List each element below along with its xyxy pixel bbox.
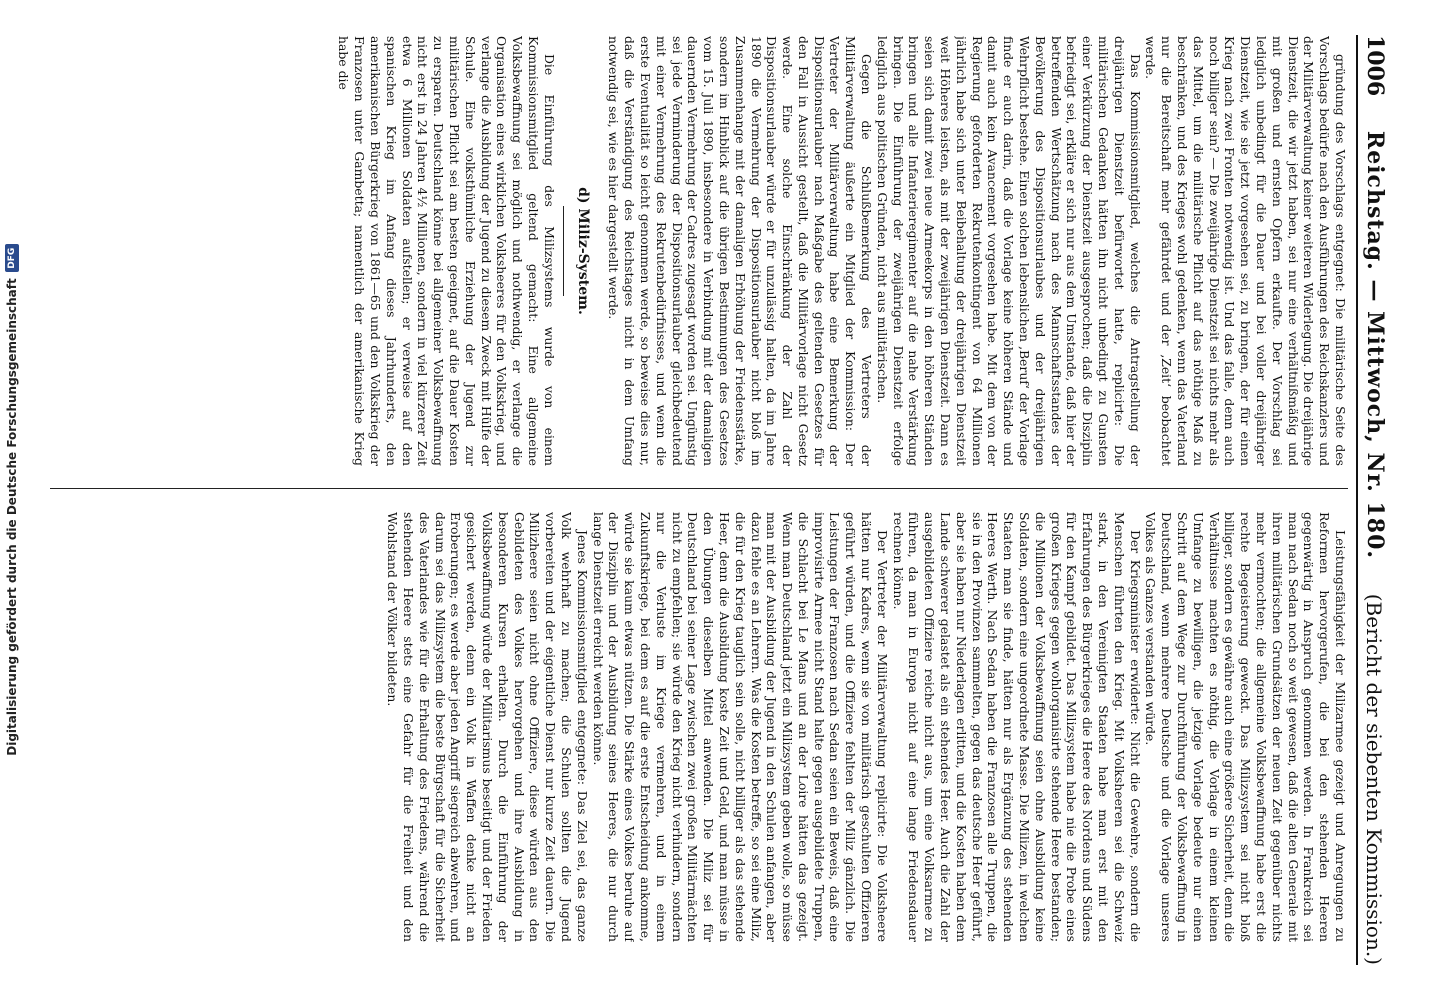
paragraph: Gegen die Schlußbemerkung des Vertreters der Militärverwaltung äußerte ein Mitglied der Kommission: Der Vertreter der Militärverwaltung habe eine Bemerkung der Dispositionsurlauber nach Maßgabe des geltenden Gesetzes für den Fall in Aussicht gestellt, daß die Militärvorlage nicht Gesetz werde. Eine solche Einschränkung der Zahl der Dispositionsurlauber würde er für unzulässig halten, da im Jahre 1890 die Vermehrung der Dispositionsurlauber nicht bloß im Zusammenhange mit der damaligen Erhöhung der Friedensstärke, sondern im Hinblick auf die übrigen Bestimmungen des Gesetzes vom 15. Juli 1890, insbesondere in Verbindung mit der damaligen dauernden Vermehrung der Cadres zugesagt worden sei. Ungünstig sei jede Verminderung der Dispositionsurlauber gleichbedeutend mit einer Vermehrung des Rekrutenbedürfnisses, und wenn die erste Eventualität so leicht genommen werde, so beweise dies nur, daß die Verständigung des Reichstages nicht in dem Umfang notwendig sei, wie es hier dargestellt werde. — [606, 36, 875, 466]
paragraph: Die Einführung des Milizsystems wurde von einem Kommissionsmitglied geltend gemacht: Eine allgemeine Volksbewaffnung sei möglich und nothwendig, er verlange die Organisation eines wirklichen Volksheeres für den Volkskrieg, und verlange die Ausbildung der Jugend zu diesem Zweck mit Hülfe der Schule. Eine volksthümliche Erziehung der Jugend zur militärischen Pflicht sei am besten geeignet, auf die Dauer Kosten zu ersparen. Deutschland könne bei allgemeiner Volksbewaffnung nicht erst in 24 Jahren 4½ Millionen, sondern in viel kürzerer Zeit etwa 6 Millionen Soldaten aufstellen; er verweise auf den spanischen Krieg im Anfang dieses Jahrhunderts, den amerikanischen Bürgerkrieg von 1861—65 und den Volkskrieg der Franzosen unter Gambetta; namentlich der amerikanische Krieg habe die — [336, 36, 557, 466]
left-column — [50, 36, 1348, 466]
right-column — [50, 512, 1348, 942]
paragraph: Der Kriegsminister erwiderte: Nicht die Gewehre, sondern die Menschen führten den Krieg. Mit Volksheeren sei die Schweiz stark, in den Vereinigten Staaten habe man erst mit den Erfahrungen des Bürgerkrieges die Heere des Nordens und Südens für den Kampf gebildet. Das Milizsystem habe nie die Probe eines großen Krieges gegen wohlorganisirte stehende Heere bestanden; die Millionen der Volksbewaffnung seien ohne Ausbildung keine Soldaten, sondern eine ungeordnete Masse. Die Milizen, in welchen Staaten man sie finde, hätten nur als Ergänzung des stehenden Heeres Werth. Nach Sedan haben die Franzosen alle Truppen, die sie in den Provinzen sammelten, gegen das deutsche Heer geführt, aber sie haben nur Niederlagen erlitten, und die Kosten haben dem Lande schwerer gelastet als ein stehendes Heer. Auch die Zahl der ausgebildeten Offiziere reiche nicht aus, um eine Volksarmee zu führen, da man in Europa nicht auf eine lange Friedensdauer rechnen könne. — [890, 512, 1143, 942]
section-divider — [563, 206, 564, 296]
paragraph: Jenes Kommissionsmitglied entgegnete: Das Ziel sei, das ganze Volk wehrhaft zu machen; die Schulen sollten die Jugend vorbereiten und der eigentliche Dienst nur kurze Zeit dauern. Die Milizheere seien nicht ohne Offiziere, diese würden aus den Gebildeten des Volkes hervorgehen und ihre Ausbildung in besonderen Kursen erhalten. Durch die Einführung der Volksbewaffnung würde der Militarismus beseitigt und der Frieden gesichert werden, denn ein Volk in Waffen denke nicht an Eroberungen; es werde aber jeden Angriff siegreich abwehren, und darum sei das Milizsystem die beste Bürgschaft für die Sicherheit des Vaterlandes wie für die Erhaltung des Friedens, während die stehenden Heere stets eine Gefahr für die Freiheit und den Wohlstand der Völker bildeten. — [385, 512, 590, 942]
paragraph: Leistungsfähigkeit der Milizarmee gezeigt und Anregungen zu Reformen hervorgerufen, die bei den stehenden Heeren gegenwärtig in Anspruch genommen werden. In Frankreich sei man nach Sedan noch so weit gewesen, daß die alten Generale mit ihren militärischen Grundsätzen der neuen Zeit gegenüber nichts mehr vermochten; die allgemeine Volksbewaffnung habe erst die rechte Begeisterung geweckt. Das Milizsystem sei nicht bloß billiger, sondern es gewähre auch eine größere Sicherheit, denn die Verhältnisse machten es nöthig, die Vorlage in einem kleinen Umfange zu bewilligen, die jetzige Vorlage bedeute nur einen Schritt auf dem Wege zur Durchführung der Volksbewaffnung in Deutschland, wenn mehrere Deutsche und die Vorlage unseres Volkes als Ganzes verstanden würde. — [1143, 512, 1348, 942]
dfg-logo: DFG — [5, 244, 19, 272]
digitization-text: Digitalisierung gefördert durch die Deutsche Forschungsgemeinschaft — [5, 278, 19, 756]
paragraph: Der Vertreter der Militärverwaltung replicirte: Die Volksheere hätten nur Kadres, wenn sie von militärisch geschulten Offizieren geführt würden, und die Offiziere fehlten der Miliz gänzlich. Die Leistungen der Franzosen nach Sedan seien ein Beweis, daß eine improvisirte Armee nicht Stand halte gegen ausgebildete Truppen, die Schlacht bei Le Mans und an der Loire hätten das gezeigt. Wenn man Deutschland jetzt ein Milizsystem geben wolle, so müsse man mit der Ausbildung der Jugend in den Schulen anfangen, aber dazu fehle es an Lehrern. Was die Kosten betreffe, so sei eine Miliz, die für den Krieg tauglich sein solle, nicht billiger als das stehende Heer, denn die Ausbildung koste Zeit und Geld, und man müsse in den Übungen dieselben Mittel anwenden. Die Miliz sei für Deutschland bei seiner Lage zwischen zwei großen Militärmächten nicht zu empfehlen; sie würde den Krieg nicht verhindern, sondern nur die Verluste im Kriege vermehren, und in einem Zukunftskriege, bei dem es auf die erste Entscheidung ankomme, würde sie kaum etwas nützen. Die Stärke eines Volkes beruhe auf der Disziplin und der Ausbildung seines Heeres, die nur durch lange Dienstzeit erreicht werden könne. — [590, 512, 890, 942]
paragraph: gründung des Vorschlags entgegnet: Die militärische Seite des Vorschlags bedürfe nach den Ausführungen des Reichskanzlers und der Militärverwaltung keiner weiteren Widerlegung. Die dreijährige Dienstzeit, die wir jetzt haben, sei nur eine verhältnißmäßig und mit großen und ernsten Opfern erkaufte. Der Vorschlag sei lediglich unbedingt für die Dauer und bei voller dreijähriger Dienstzeit, wie sie jetzt vorgesehen sei, zu bringen, der für einen Krieg nach zwei Fronten notwendig ist. Und das falle, denn auch noch billiger sein? — Die zweijährige Dienstzeit sei nichts mehr als das Mittel, um die militärische Pflicht auf das nöthige Maß zu beschränken, und des Krieges wohl gedenken, wenn das Vaterland nur die Bereitschaft mehr gefährdet und der ‚Zeit‘ beobachtet werde. — [1143, 36, 1348, 466]
report-title: (Bericht der siebenten Kommission.) — [1362, 593, 1386, 965]
page-header — [1356, 35, 1392, 965]
paragraph: Das Kommissionsmitglied, welches die Antragstellung der dreijährigen Dienstzeit befürwortet hatte, replicirte: Die militärischen Gedanken hätten ihn nicht unbedingt zu Gunsten einer Verkürzung der Dienstzeit ausgesprochen; daß die Disziplin befriedigt sei, erkläre er sich nur aus dem Umstande, daß hier der betreffenden Wertschätzung nach des Mannschaftsstandes der Bevölkerung des Dispositionsurlaubes und der dreijährigen Wehrpflicht bestehe. Einen solchen lebenslichen ‚Beruf‘ der Vorlage finde er auch darin, daß die Vorlage keine höheren Stände und damit auch kein Avancement vorgesehen habe. Mit dem von der Regierung geforderten Rekrutenkontingent von 64 Millionen jährlich habe sich unter Beibehaltung der dreijährigen Dienstzeit weit Höheres leisten, als mit der zweijährigen Dienstzeit. Dann es seien sich damit zwei neue Armeekorps in den höheren Ständen bringen und alle Infanterieregimenter auf die nahe Verstärkung bringen. Die Einführung der zweijährigen Dienstzeit erfolge lediglich aus politischen Gründen, nicht aus militärischen. — [874, 36, 1143, 466]
session-title: Reichstag. — Mittwoch, Nr. 180. — [1362, 130, 1388, 560]
column-divider — [50, 488, 1348, 489]
digitization-note — [0, 0, 24, 1000]
section-heading: d) Miliz-System. — [574, 187, 591, 315]
page-number: 1006 — [1362, 35, 1388, 97]
